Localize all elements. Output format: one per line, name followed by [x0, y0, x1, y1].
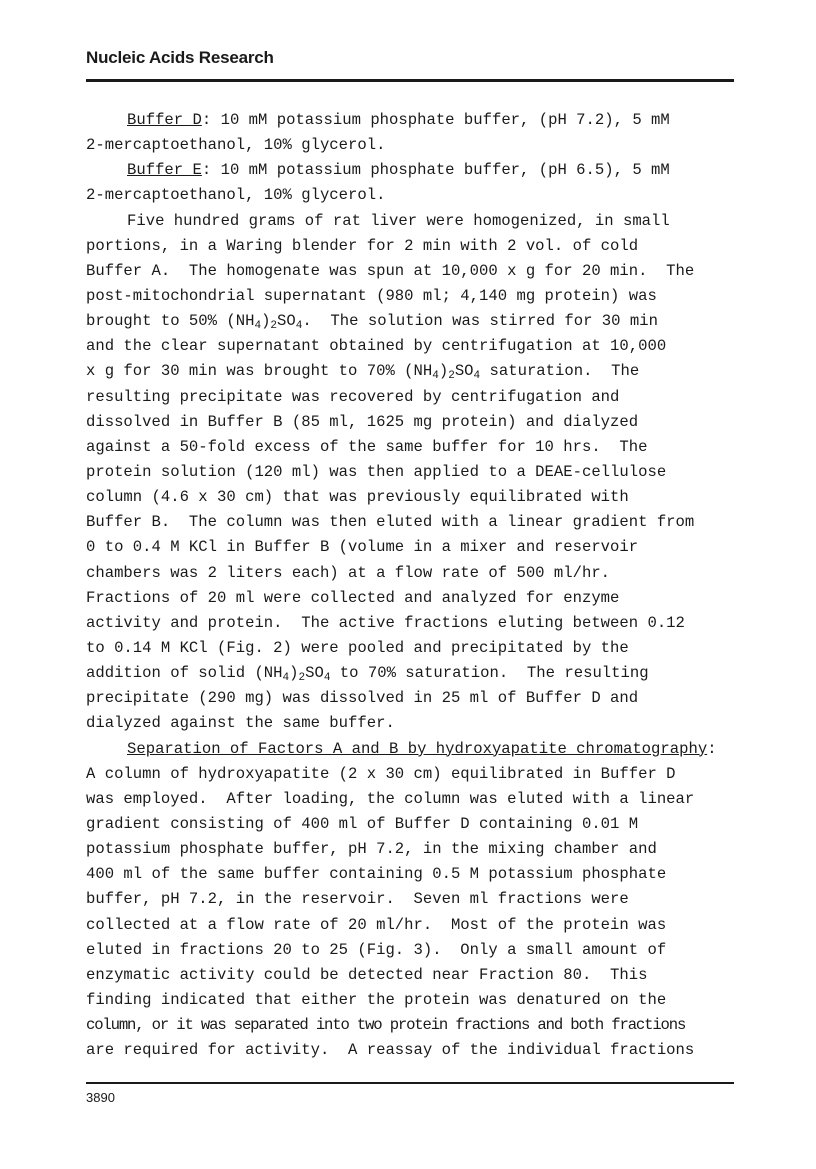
prep-line: column (4.6 x 30 cm) that was previously equilibrated with — [86, 488, 629, 507]
prep-line: addition of solid $(NH_4)_2SO_4$ to 70% saturation. The resulting — [86, 664, 649, 685]
prep-line: Buffer A. The homogenate was spun at 10,000 x g for 20 min. The — [86, 261, 695, 280]
prep-line: Fractions of 20 ml were collected and analyzed for enzyme — [86, 588, 620, 607]
prep-line: dialyzed against the same buffer. — [86, 714, 395, 733]
buffer-d-line-2: 2-mercaptoethanol, 10% glycerol. — [86, 136, 386, 155]
separation-heading-line: Separation of Factors A and B by hydroxyapatite chromatography: — [127, 739, 717, 758]
separation-line: A column of hydroxyapatite (2 x 30 cm) equilibrated in Buffer D — [86, 764, 676, 783]
page-number: 3890 — [86, 1090, 115, 1105]
separation-line: potassium phosphate buffer, pH 7.2, in the mixing chamber and — [86, 840, 657, 859]
buffer-e-line-2: 2-mercaptoethanol, 10% glycerol. — [86, 186, 386, 205]
separation-line: finding indicated that either the protein was denatured on the — [86, 990, 667, 1009]
separation-line: 400 ml of the same buffer containing 0.5 M potassium phosphate — [86, 865, 667, 884]
prep-line: chambers was 2 liters each) at a flow rate of 500 ml/hr. — [86, 563, 611, 582]
buffer-d-line-1: Buffer D: 10 mM potassium phosphate buffer, (pH 7.2), 5 mM — [127, 111, 670, 129]
prep-line: against a 50-fold excess of the same buffer for 10 hrs. The — [86, 437, 648, 456]
buffer-d-label: Buffer D — [127, 111, 202, 129]
prep-line: 0 to 0.4 M KCl in Buffer B (volume in a mixer and reservoir — [86, 538, 639, 557]
separation-heading: Separation of Factors A and B by hydroxyapatite chromatography — [127, 739, 708, 758]
journal-title: Nucleic Acids Research — [86, 48, 274, 67]
prep-line: to 0.14 M KCl (Fig. 2) were pooled and precipitated by the — [86, 638, 629, 657]
separation-line: column, or it was separated into two protein fractions and both fractions — [86, 1016, 686, 1035]
prep-line: precipitate (290 mg) was dissolved in 25 ml of Buffer D and — [86, 689, 639, 708]
separation-line: collected at a flow rate of 20 ml/hr. Most of the protein was — [86, 915, 667, 934]
prep-line: protein solution (120 ml) was then applied to a DEAE-cellulose — [86, 462, 667, 481]
separation-line: enzymatic activity could be detected near Fraction 80. This — [86, 965, 648, 984]
buffer-e-line-1: Buffer E: 10 mM potassium phosphate buffer, (pH 6.5), 5 mM — [127, 161, 670, 180]
prep-line: portions, in a Waring blender for 2 min with 2 vol. of cold — [86, 236, 639, 255]
separation-line: buffer, pH 7.2, in the reservoir. Seven ml fractions were — [86, 890, 629, 909]
prep-line: post-mitochondrial supernatant (980 ml; 4,140 mg protein) was — [86, 286, 657, 305]
prep-line: brought to 50% $(NH_4)_2SO_4$. The solution was stirred for 30 min — [86, 312, 658, 333]
prep-line: Buffer B. The column was then eluted with a linear gradient from — [86, 513, 695, 532]
prep-line: activity and protein. The active fractions eluting between 0.12 — [86, 613, 685, 632]
separation-line: eluted in fractions 20 to 25 (Fig. 3). Only a small amount of — [86, 940, 667, 959]
header-rule — [86, 79, 734, 82]
buffer-e-label: Buffer E — [127, 161, 202, 180]
separation-line: gradient consisting of 400 ml of Buffer D containing 0.01 M — [86, 814, 639, 833]
body-text — [86, 108, 746, 1063]
footer-rule — [86, 1082, 734, 1084]
separation-line: was employed. After loading, the column was eluted with a linear — [86, 789, 695, 808]
prep-line: dissolved in Buffer B (85 ml, 1625 mg protein) and dialyzed — [86, 412, 639, 431]
prep-line: x g for 30 min was brought to 70% $(NH_4)_2SO_4$ saturation. The — [86, 362, 640, 383]
separation-line: are required for activity. A reassay of the individual fractions — [86, 1041, 695, 1060]
prep-line: Five hundred grams of rat liver were homogenized, in small — [127, 211, 670, 230]
prep-line: resulting precipitate was recovered by centrifugation and — [86, 387, 620, 406]
prep-line: and the clear supernatant obtained by centrifugation at 10,000 — [86, 337, 667, 356]
